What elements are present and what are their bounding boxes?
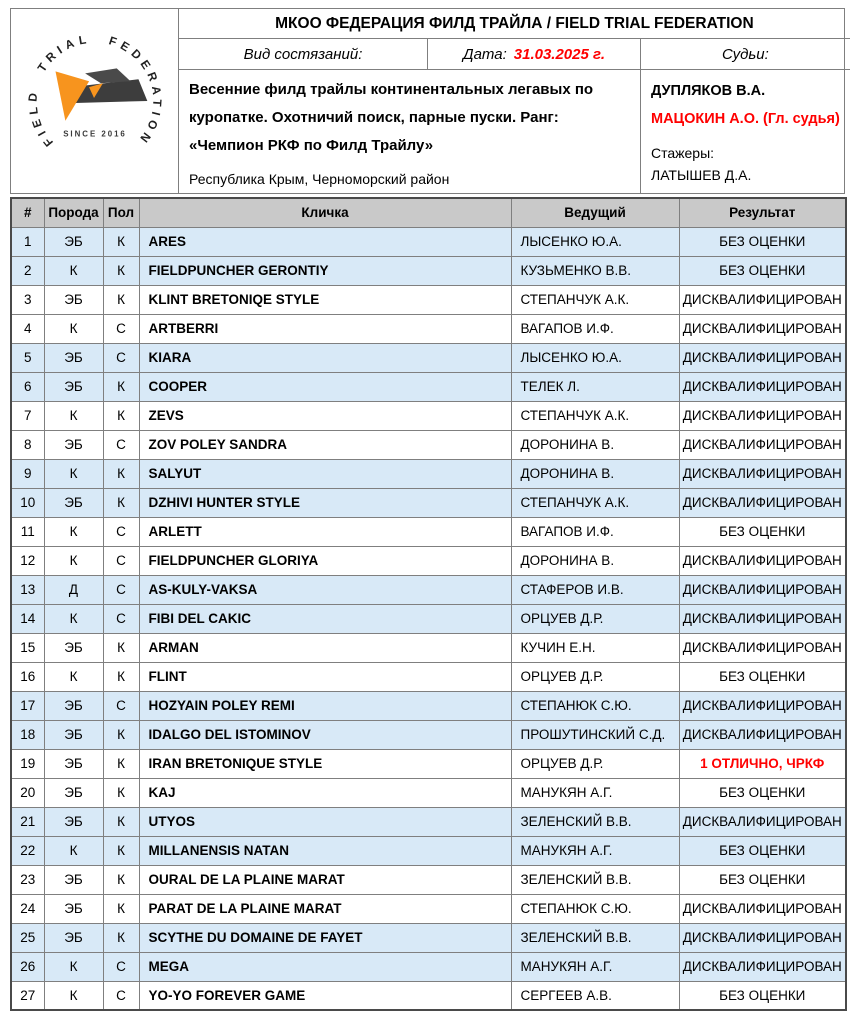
cell-result: БЕЗ ОЦЕНКИ bbox=[679, 662, 846, 691]
cell-handler: ЛЫСЕНКО Ю.А. bbox=[511, 227, 679, 256]
cell-handler: СТЕПАНЧУК А.К. bbox=[511, 285, 679, 314]
cell-breed: К bbox=[44, 604, 103, 633]
cell-num: 10 bbox=[11, 488, 44, 517]
table-row bbox=[11, 865, 846, 894]
cell-sex: К bbox=[103, 720, 139, 749]
cell-result: ДИСКВАЛИФИЦИРОВАН bbox=[679, 575, 846, 604]
cell-breed: К bbox=[44, 836, 103, 865]
cell-result: ДИСКВАЛИФИЦИРОВАН bbox=[679, 488, 846, 517]
table-row bbox=[11, 662, 846, 691]
table-row bbox=[11, 401, 846, 430]
table-row bbox=[11, 343, 846, 372]
table-row bbox=[11, 546, 846, 575]
table-row bbox=[11, 691, 846, 720]
cell-sex: С bbox=[103, 981, 139, 1010]
cell-name: OURAL DE LA PLAINE MARAT bbox=[139, 865, 511, 894]
table-row bbox=[11, 256, 846, 285]
cell-num: 16 bbox=[11, 662, 44, 691]
table-row bbox=[11, 952, 846, 981]
table-row bbox=[11, 604, 846, 633]
cell-breed: ЭБ bbox=[44, 285, 103, 314]
cell-num: 3 bbox=[11, 285, 44, 314]
cell-sex: К bbox=[103, 285, 139, 314]
table-row bbox=[11, 778, 846, 807]
table-row bbox=[11, 633, 846, 662]
logo-circle-text: FIELD TRIAL FEDERATION bbox=[24, 31, 165, 150]
date-value: 31.03.2025 г. bbox=[513, 45, 605, 63]
event-description: Весенние филд трайлы континентальных легавых по куропатке. Охотничий поиск, парные пуски. Ранг: «Чемпион РКФ по Филд Трайлу» bbox=[189, 81, 594, 154]
cell-name: AS-KULY-VAKSA bbox=[139, 575, 511, 604]
cell-result: БЕЗ ОЦЕНКИ bbox=[679, 865, 846, 894]
cell-sex: С bbox=[103, 604, 139, 633]
cell-breed: К bbox=[44, 517, 103, 546]
cell-breed: ЭБ bbox=[44, 633, 103, 662]
column-header-breed: Порода bbox=[44, 198, 103, 227]
cell-name: FLINT bbox=[139, 662, 511, 691]
cell-sex: С bbox=[103, 343, 139, 372]
cell-name: KAJ bbox=[139, 778, 511, 807]
federation-logo bbox=[11, 9, 179, 193]
column-header-sex: Пол bbox=[103, 198, 139, 227]
cell-handler: ЛЫСЕНКО Ю.А. bbox=[511, 343, 679, 372]
event-location: Республика Крым, Черноморский район bbox=[189, 171, 450, 187]
cell-handler: КУЗЬМЕНКО В.В. bbox=[511, 256, 679, 285]
cell-breed: ЭБ bbox=[44, 778, 103, 807]
cell-result: БЕЗ ОЦЕНКИ bbox=[679, 227, 846, 256]
cell-num: 19 bbox=[11, 749, 44, 778]
cell-result: ДИСКВАЛИФИЦИРОВАН bbox=[679, 633, 846, 662]
column-header-result: Результат bbox=[679, 198, 846, 227]
cell-num: 13 bbox=[11, 575, 44, 604]
cell-result: ДИСКВАЛИФИЦИРОВАН bbox=[679, 372, 846, 401]
cell-num: 7 bbox=[11, 401, 44, 430]
event-description-cell bbox=[179, 70, 641, 193]
cell-sex: К bbox=[103, 778, 139, 807]
cell-name: IDALGO DEL ISTOMINOV bbox=[139, 720, 511, 749]
cell-name: IRAN BRETONIQUE STYLE bbox=[139, 749, 511, 778]
cell-result: БЕЗ ОЦЕНКИ bbox=[679, 517, 846, 546]
cell-num: 1 bbox=[11, 227, 44, 256]
table-row bbox=[11, 488, 846, 517]
cell-result: ДИСКВАЛИФИЦИРОВАН bbox=[679, 807, 846, 836]
cell-handler: ОРЦУЕВ Д.Р. bbox=[511, 749, 679, 778]
judge-name-1: ДУПЛЯКОВ В.А. bbox=[651, 83, 766, 99]
judges-label: Судьи: bbox=[721, 45, 769, 63]
cell-result: БЕЗ ОЦЕНКИ bbox=[679, 256, 846, 285]
cell-handler: ДОРОНИНА В. bbox=[511, 459, 679, 488]
cell-handler: ПРОШУТИНСКИЙ С.Д. bbox=[511, 720, 679, 749]
cell-result: ДИСКВАЛИФИЦИРОВАН bbox=[679, 923, 846, 952]
cell-result: ДИСКВАЛИФИЦИРОВАН bbox=[679, 459, 846, 488]
cell-num: 12 bbox=[11, 546, 44, 575]
cell-handler: СТЕПАНЧУК А.К. bbox=[511, 401, 679, 430]
cell-name: MILLANENSIS NATAN bbox=[139, 836, 511, 865]
date-cell bbox=[428, 39, 641, 69]
column-header-name: Кличка bbox=[139, 198, 511, 227]
cell-breed: ЭБ bbox=[44, 865, 103, 894]
table-row bbox=[11, 459, 846, 488]
cell-handler: ДОРОНИНА В. bbox=[511, 546, 679, 575]
table-row bbox=[11, 981, 846, 1010]
cell-breed: К bbox=[44, 981, 103, 1010]
cell-sex: С bbox=[103, 575, 139, 604]
cell-sex: К bbox=[103, 807, 139, 836]
cell-breed: ЭБ bbox=[44, 227, 103, 256]
cell-num: 25 bbox=[11, 923, 44, 952]
cell-num: 21 bbox=[11, 807, 44, 836]
results-table-header-row bbox=[11, 198, 846, 227]
date-label: Дата: bbox=[463, 45, 507, 63]
cell-num: 8 bbox=[11, 430, 44, 459]
cell-name: PARAT DE LA PLAINE MARAT bbox=[139, 894, 511, 923]
table-row bbox=[11, 836, 846, 865]
cell-breed: ЭБ bbox=[44, 691, 103, 720]
page-title: МКОО ФЕДЕРАЦИЯ ФИЛД ТРАЙЛА / FIELD TRIAL FEDERATION bbox=[179, 9, 850, 39]
cell-sex: К bbox=[103, 401, 139, 430]
cell-sex: К bbox=[103, 372, 139, 401]
cell-result: ДИСКВАЛИФИЦИРОВАН bbox=[679, 952, 846, 981]
cell-num: 14 bbox=[11, 604, 44, 633]
cell-num: 9 bbox=[11, 459, 44, 488]
cell-num: 2 bbox=[11, 256, 44, 285]
cell-num: 26 bbox=[11, 952, 44, 981]
cell-breed: ЭБ bbox=[44, 488, 103, 517]
cell-result: БЕЗ ОЦЕНКИ bbox=[679, 836, 846, 865]
cell-num: 15 bbox=[11, 633, 44, 662]
cell-handler: СТЕПАНЧУК А.К. bbox=[511, 488, 679, 517]
logo-bird-wing-shape bbox=[85, 68, 130, 83]
cell-name: ZOV POLEY SANDRA bbox=[139, 430, 511, 459]
cell-breed: К bbox=[44, 459, 103, 488]
table-row bbox=[11, 575, 846, 604]
cell-result: ДИСКВАЛИФИЦИРОВАН bbox=[679, 604, 846, 633]
table-row bbox=[11, 227, 846, 256]
cell-num: 5 bbox=[11, 343, 44, 372]
header-right bbox=[179, 9, 850, 193]
table-row bbox=[11, 749, 846, 778]
cell-handler: ЗЕЛЕНСКИЙ В.В. bbox=[511, 923, 679, 952]
cell-name: FIELDPUNCHER GLORIYA bbox=[139, 546, 511, 575]
cell-num: 20 bbox=[11, 778, 44, 807]
cell-name: YO-YO FOREVER GAME bbox=[139, 981, 511, 1010]
cell-num: 24 bbox=[11, 894, 44, 923]
cell-handler: СЕРГЕЕВ А.В. bbox=[511, 981, 679, 1010]
cell-breed: К bbox=[44, 314, 103, 343]
cell-breed: ЭБ bbox=[44, 720, 103, 749]
cell-result: ДИСКВАЛИФИЦИРОВАН bbox=[679, 314, 846, 343]
header-block bbox=[10, 8, 845, 194]
meta-row bbox=[179, 39, 850, 70]
cell-sex: С bbox=[103, 517, 139, 546]
cell-breed: ЭБ bbox=[44, 372, 103, 401]
cell-breed: К bbox=[44, 546, 103, 575]
judge-name-chief: МАЦОКИН А.О. (Гл. судья) bbox=[651, 111, 840, 127]
cell-result: ДИСКВАЛИФИЦИРОВАН bbox=[679, 430, 846, 459]
judges-cell bbox=[641, 70, 850, 193]
cell-num: 27 bbox=[11, 981, 44, 1010]
cell-name: DZHIVI HUNTER STYLE bbox=[139, 488, 511, 517]
cell-sex: С bbox=[103, 546, 139, 575]
cell-result: ДИСКВАЛИФИЦИРОВАН bbox=[679, 343, 846, 372]
cell-handler: ЗЕЛЕНСКИЙ В.В. bbox=[511, 807, 679, 836]
cell-name: ARTBERRI bbox=[139, 314, 511, 343]
cell-name: UTYOS bbox=[139, 807, 511, 836]
cell-sex: К bbox=[103, 227, 139, 256]
results-table-body bbox=[11, 227, 846, 1010]
cell-name: KIARA bbox=[139, 343, 511, 372]
cell-num: 22 bbox=[11, 836, 44, 865]
cell-sex: С bbox=[103, 314, 139, 343]
results-table bbox=[10, 197, 847, 1011]
cell-sex: К bbox=[103, 633, 139, 662]
cell-result: 1 ОТЛИЧНО, ЧРКФ bbox=[679, 749, 846, 778]
cell-name: ARMAN bbox=[139, 633, 511, 662]
cell-num: 17 bbox=[11, 691, 44, 720]
table-row bbox=[11, 517, 846, 546]
cell-breed: К bbox=[44, 256, 103, 285]
cell-sex: С bbox=[103, 691, 139, 720]
logo-since-text: SINCE 2016 bbox=[62, 129, 127, 139]
column-header-num: # bbox=[11, 198, 44, 227]
cell-breed: ЭБ bbox=[44, 894, 103, 923]
cell-breed: ЭБ bbox=[44, 430, 103, 459]
cell-breed: ЭБ bbox=[44, 749, 103, 778]
cell-handler: МАНУКЯН А.Г. bbox=[511, 952, 679, 981]
column-header-handler: Ведущий bbox=[511, 198, 679, 227]
cell-name: KLINT BRETONIQE STYLE bbox=[139, 285, 511, 314]
trainee-name-1: ЛАТЫШЕВ Д.А. bbox=[651, 167, 752, 183]
cell-handler: ОРЦУЕВ Д.Р. bbox=[511, 662, 679, 691]
table-row bbox=[11, 894, 846, 923]
cell-handler: СТАФЕРОВ И.В. bbox=[511, 575, 679, 604]
cell-handler: СТЕПАНЮК С.Ю. bbox=[511, 894, 679, 923]
event-type-label: Вид состязаний: bbox=[179, 39, 428, 69]
cell-sex: К bbox=[103, 488, 139, 517]
cell-name: FIELDPUNCHER GERONTIY bbox=[139, 256, 511, 285]
cell-handler: СТЕПАНЮК С.Ю. bbox=[511, 691, 679, 720]
cell-sex: С bbox=[103, 952, 139, 981]
table-row bbox=[11, 807, 846, 836]
cell-breed: ЭБ bbox=[44, 807, 103, 836]
cell-sex: К bbox=[103, 459, 139, 488]
cell-num: 4 bbox=[11, 314, 44, 343]
cell-name: SCYTHE DU DOMAINE DE FAYET bbox=[139, 923, 511, 952]
cell-handler: КУЧИН Е.Н. bbox=[511, 633, 679, 662]
cell-result: БЕЗ ОЦЕНКИ bbox=[679, 778, 846, 807]
cell-handler: МАНУКЯН А.Г. bbox=[511, 778, 679, 807]
cell-result: ДИСКВАЛИФИЦИРОВАН bbox=[679, 720, 846, 749]
cell-name: ARLETT bbox=[139, 517, 511, 546]
cell-name: SALYUT bbox=[139, 459, 511, 488]
table-row bbox=[11, 372, 846, 401]
cell-name: MEGA bbox=[139, 952, 511, 981]
cell-handler: ЗЕЛЕНСКИЙ В.В. bbox=[511, 865, 679, 894]
cell-handler: ВАГАПОВ И.Ф. bbox=[511, 517, 679, 546]
cell-name: COOPER bbox=[139, 372, 511, 401]
cell-name: ARES bbox=[139, 227, 511, 256]
cell-handler: МАНУКЯН А.Г. bbox=[511, 836, 679, 865]
cell-handler: ВАГАПОВ И.Ф. bbox=[511, 314, 679, 343]
cell-num: 11 bbox=[11, 517, 44, 546]
cell-handler: ОРЦУЕВ Д.Р. bbox=[511, 604, 679, 633]
cell-name: HOZYAIN POLEY REMI bbox=[139, 691, 511, 720]
cell-result: ДИСКВАЛИФИЦИРОВАН bbox=[679, 401, 846, 430]
cell-handler: ДОРОНИНА В. bbox=[511, 430, 679, 459]
cell-breed: К bbox=[44, 662, 103, 691]
cell-result: ДИСКВАЛИФИЦИРОВАН bbox=[679, 691, 846, 720]
table-row bbox=[11, 314, 846, 343]
cell-result: ДИСКВАЛИФИЦИРОВАН bbox=[679, 285, 846, 314]
description-row bbox=[179, 70, 850, 193]
cell-num: 6 bbox=[11, 372, 44, 401]
cell-num: 23 bbox=[11, 865, 44, 894]
cell-sex: К bbox=[103, 923, 139, 952]
cell-name: ZEVS bbox=[139, 401, 511, 430]
cell-name: FIBI DEL CAKIC bbox=[139, 604, 511, 633]
cell-handler: ТЕЛЕК Л. bbox=[511, 372, 679, 401]
cell-breed: К bbox=[44, 401, 103, 430]
cell-sex: К bbox=[103, 836, 139, 865]
cell-sex: С bbox=[103, 430, 139, 459]
cell-num: 18 bbox=[11, 720, 44, 749]
cell-breed: К bbox=[44, 952, 103, 981]
cell-sex: К bbox=[103, 256, 139, 285]
table-row bbox=[11, 285, 846, 314]
federation-logo-icon bbox=[16, 22, 174, 180]
cell-breed: Д bbox=[44, 575, 103, 604]
cell-result: ДИСКВАЛИФИЦИРОВАН bbox=[679, 546, 846, 575]
cell-sex: К bbox=[103, 865, 139, 894]
cell-sex: К bbox=[103, 894, 139, 923]
cell-result: ДИСКВАЛИФИЦИРОВАН bbox=[679, 894, 846, 923]
table-row bbox=[11, 923, 846, 952]
cell-sex: К bbox=[103, 662, 139, 691]
table-row bbox=[11, 430, 846, 459]
cell-result: БЕЗ ОЦЕНКИ bbox=[679, 981, 846, 1010]
cell-breed: ЭБ bbox=[44, 923, 103, 952]
table-row bbox=[11, 720, 846, 749]
trainees-label: Стажеры: bbox=[651, 145, 715, 161]
cell-breed: ЭБ bbox=[44, 343, 103, 372]
cell-sex: К bbox=[103, 749, 139, 778]
